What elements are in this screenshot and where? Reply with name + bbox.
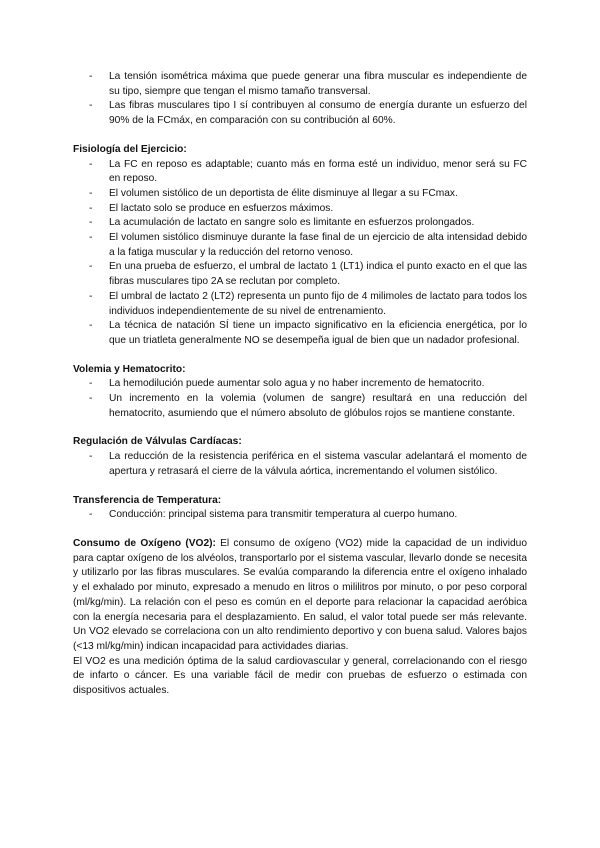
vo2-paragraph-2: El VO2 es una medición óptima de la salud cardiovascular y general, correlacionando con el riesgo de infarto o cáncer. Es una variable fácil de medir con pruebas de esfuerzo o estimada con dispositivos actuales. (73, 655, 527, 697)
section-valvulas (73, 435, 527, 479)
list-item: - La técnica de natación SÍ tiene un impacto significativo en la eficiencia energética, por lo que un triatleta generalmente NO se desempeña igual de bien que un nadador profesional. (73, 319, 527, 348)
vo2-text: El consumo de oxígeno (VO2) mide la capacidad de un individuo para captar oxígeno de los alvéolos, transportarlo por el sistema vascular, llevarlo donde se necesita y utilizarlo por las fibras musculares. Se evalúa comparando la diferencia entre el oxígeno inhalado y el exhalado por minuto, expresado a menudo en litros o mililitros por minuto, o por peso corporal (ml/kg/min). La relación con el peso es común en el deporte para relacionar la capacidad aeróbica con la energía necesaria para el desplazamiento. En salud, el valor total puede ser más relevante. Un VO2 elevado se correlaciona con un alto rendimiento deportivo y con buena salud. Valores bajos (<13 ml/kg/min) indican incapacidad para actividades diarias. (73, 537, 527, 652)
list-item: - El volumen sistólico de un deportista de élite disminuye al llegar a su FCmax. (73, 187, 527, 202)
list-item: - El lactato solo se produce en esfuerzos máximos. (73, 202, 527, 217)
bullet-list (73, 450, 527, 479)
bullet-list (73, 377, 527, 421)
section-heading: Fisiología del Ejercicio: (73, 143, 187, 155)
list-item: - Un incremento en la volemia (volumen de sangre) resultará en una reducción del hematocrito, asumiendo que el número absoluto de glóbulos rojos se mantiene constante. (73, 392, 527, 421)
bullet-list (73, 508, 527, 523)
section-volemia (73, 363, 527, 422)
section-heading: Volemia y Hematocrito: (73, 363, 186, 375)
list-item: - La tensión isométrica máxima que puede generar una fibra muscular es independiente de su tipo, siempre que tengan el mismo tamaño transversal. (73, 70, 527, 99)
list-item: - Las fibras musculares tipo I sí contribuyen al consumo de energía durante un esfuerzo del 90% de la FCmáx, en comparación con su contribución al 60%. (73, 99, 527, 128)
list-item: - El umbral de lactato 2 (LT2) representa un punto fijo de 4 milimoles de lactato para todos los individuos independientemente de su nivel de entrenamiento. (73, 290, 527, 319)
list-item: - La hemodilución puede aumentar solo agua y no haber incremento de hematocrito. (73, 377, 527, 392)
section-heading: Regulación de Válvulas Cardíacas: (73, 436, 242, 448)
bullet-list (73, 158, 527, 349)
vo2-paragraph (73, 537, 527, 655)
list-item: - La FC en reposo es adaptable; cuanto más en forma esté un individuo, menor será su FC en reposo. (73, 158, 527, 187)
list-item: - La acumulación de lactato en sangre solo es limitante en esfuerzos prolongados. (73, 216, 527, 231)
intro-bullet-list (73, 70, 527, 129)
list-item: - La reducción de la resistencia periférica en el sistema vascular adelantará el momento de apertura y retrasará el cierre de la válvula aórtica, incrementando el volumen sistólico. (73, 450, 527, 479)
list-item: - Conducción: principal sistema para transmitir temperatura al cuerpo humano. (73, 508, 527, 523)
section-vo2 (73, 537, 527, 699)
list-item: - En una prueba de esfuerzo, el umbral de lactato 1 (LT1) indica el punto exacto en el que las fibras musculares tipo 2A se reclutan por completo. (73, 260, 527, 289)
vo2-term: Consumo de Oxígeno (VO2): (73, 537, 216, 549)
section-fisiologia (73, 143, 527, 349)
list-item: - El volumen sistólico disminuye durante la fase final de un ejercicio de alta intensidad debido a la fatiga muscular y la reducción del retorno venoso. (73, 231, 527, 260)
section-heading: Transferencia de Temperatura: (73, 494, 222, 506)
section-temperatura (73, 494, 527, 523)
